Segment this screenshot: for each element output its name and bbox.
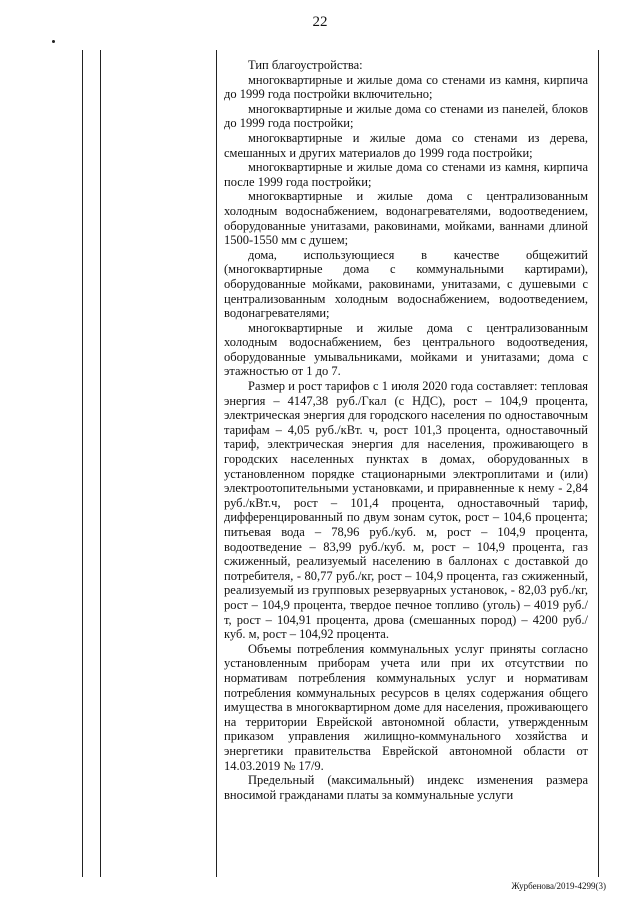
paragraph: Размер и рост тарифов с 1 июля 2020 года составляет: тепловая энергия – 4147,38 руб./Гкал (с НДС), рост – 104,9 процента, электрическая энергия для городского населения по одноставочным тарифам – 4,05 руб./кВт. ч, рост 101,3 процента, одноставочный тариф, электрическая энергия для населения, проживающего в городских населенных пунктах в домах, оборудованных в установленном порядке стационарными электроплитами и (или) электроотопительными установками, и приравненные к нему - 2,84 руб./кВт.ч, рост – 101,4 процента, одноставочный тариф, дифференцированный по двум зонам суток, рост – 104,6 процента; питьевая вода – 78,96 руб./куб. м, рост – 104,9 процента, водоотведение – 83,99 руб./куб. м, рост – 104,9 процента, газ сжиженный, реализуемый населению в баллонах с доставкой до потребителя, - 80,77 руб./кг, рост – 104,9 процента, газ сжиженный, реализуемый из групповых резервуарных установок, - 82,03 руб./кг, рост – 104,9 процента, твердое печное топливо (уголь) – 4019 руб./т, рост – 104,91 процента, дрова (смешанных пород) – 4200 руб./куб. м, рост – 104,92 процента.: [224, 379, 588, 642]
footer-reference: Журбенова/2019-4299(3): [511, 881, 606, 891]
paragraph: многоквартирные и жилые дома со стенами из панелей, блоков до 1999 года постройки;: [224, 101, 588, 131]
scan-dot: [52, 40, 55, 43]
paragraph: Объемы потребления коммунальных услуг приняты согласно установленным приборам учета или при их отсутствии по нормативам потребления коммунальных услуг и нормативам потребления коммунальных ресурсов в целях содержания общего имущества в многоквартирном доме для населения, проживающего на территории Еврейской автономной области, утвержденным приказом управления жилищно-коммунального хозяйства и энергетики правительства Еврейской автономной области от 14.03.2019 № 17/9.: [224, 641, 588, 773]
table-border-left: [82, 50, 83, 877]
paragraph: многоквартирные и жилые дома с централизованным холодным водоснабжением, без центрального водоотведения, оборудованные умывальниками, мойками и унитазами; дома с этажностью от 1 до 7.: [224, 320, 588, 379]
paragraph: дома, использующиеся в качестве общежитий (многоквартирные дома с коммунальными картирами), оборудованные мойками, раковинами, унитазами, с душевыми с централизованным холодным водоснабжением, водоотведением, водонагревателями;: [224, 247, 588, 321]
paragraph: Предельный (максимальный) индекс изменения размера вносимой гражданами платы за коммунальные услуги: [224, 773, 588, 802]
table-border-right: [598, 50, 599, 877]
paragraph: многоквартирные и жилые дома с централизованным холодным водоснабжением, водонагревателями, водоотведением, оборудованные унитазами, раковинами, мойками, ваннами длиной 1500-1550 мм с душем;: [224, 189, 588, 248]
page-number: 22: [312, 14, 328, 30]
table-cell-content: [224, 58, 588, 802]
paragraph: многоквартирные и жилые дома со стенами из камня, кирпича после 1999 года постройки;: [224, 160, 588, 189]
paragraph: многоквартирные и жилые дома со стенами из камня, кирпича до 1999 года постройки включительно;: [224, 72, 588, 102]
paragraph-heading: Тип благоустройства:: [248, 58, 363, 72]
table-column-divider-2: [216, 50, 217, 877]
table-column-divider-1: [100, 50, 101, 877]
paragraph: многоквартирные и жилые дома со стенами из дерева, смешанных и других материалов до 1999 года постройки;: [224, 130, 588, 160]
